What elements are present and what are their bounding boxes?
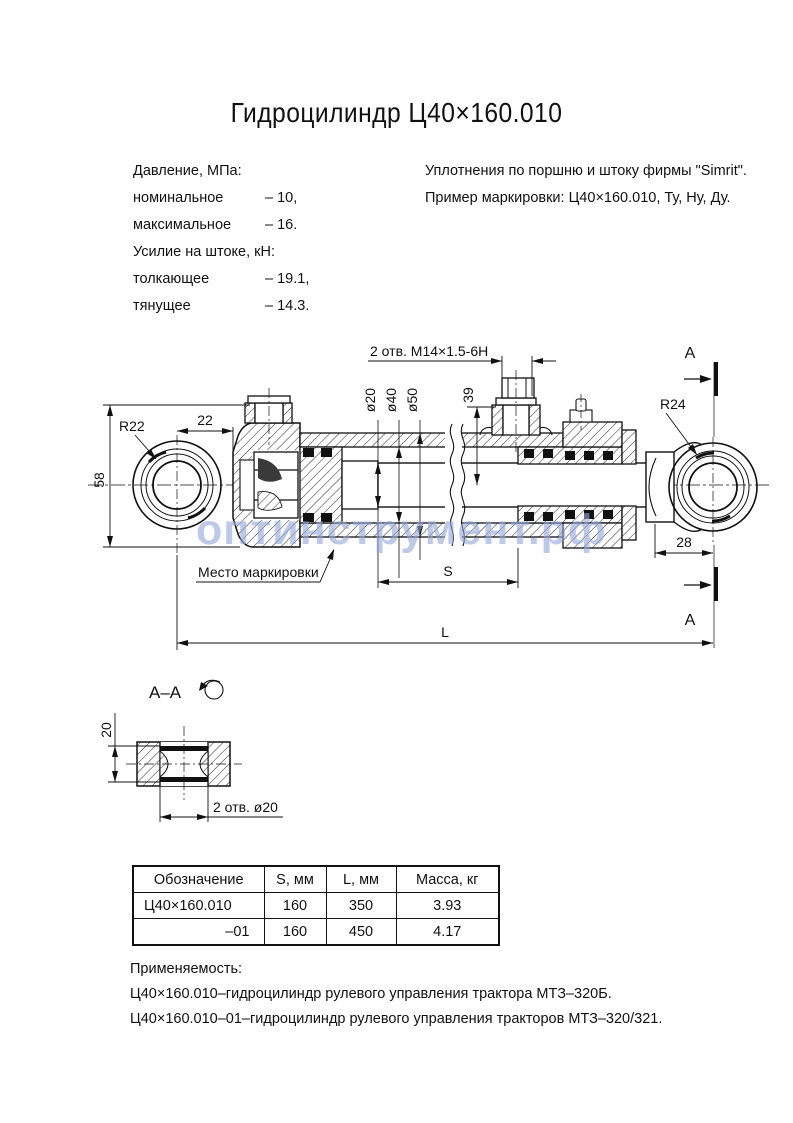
col-header-s: S, мм [264,866,326,893]
application-heading: Применяемость: [130,961,243,977]
dim-20: 20 [98,722,114,738]
gland-retainer [622,506,636,540]
dim-39: 39 [460,387,476,403]
table-row [133,919,499,946]
size-table [132,865,500,946]
dim-dia20: ø20 [362,387,378,413]
rotated-symbol [205,681,223,699]
seals-note-line2: Пример маркировки: Ц40×160.010, Ту, Ну, Ду. [425,190,731,206]
dim-dia40: ø40 [383,387,399,413]
port-plug [502,378,534,398]
page-title: Гидроцилиндр Ц40×160.010 [230,97,563,128]
dim-l: L [441,624,449,640]
seals-note-line1: Уплотнения по поршню и штоку фирмы "Simrit". [425,163,747,179]
rod-shoulder [342,461,378,509]
left-port-wall [245,403,255,423]
port-boss-wall [529,405,540,435]
dim-holes-eye: 2 отв. ø20 [213,799,278,815]
dim-s: S [443,563,453,579]
col-header-designation: Обозначение [133,866,264,893]
spec-value: – 10, [265,190,298,206]
application-line1: Ц40×160.010–гидроцилиндр рулевого управления трактора МТЗ–320Б. [130,986,612,1002]
tube-top-wall [300,433,448,447]
dim-holes-top: 2 отв. M14×1.5-6H [370,343,489,359]
force-heading: Усилие на штоке, кН: [133,244,275,260]
left-port-wall [283,403,292,423]
dim-58: 58 [91,472,107,488]
spec-value: – 19.1, [265,271,310,287]
cell-l: 350 [326,893,396,919]
gland-retainer [622,430,636,464]
section-letter-top: А [684,345,696,362]
pressure-heading: Давление, МПа: [133,163,242,179]
section-title: А–А [149,683,182,702]
cell-designation: Ц40×160.010 [133,893,264,919]
cell-l: 450 [326,919,396,946]
watermark: оптинструмент.рф [196,506,607,554]
spec-label: максимальное [133,217,232,233]
right-eye [669,437,757,545]
dim-r24: R24 [660,396,686,412]
spec-value: – 14.3. [265,298,310,314]
cell-mass: 4.17 [396,919,499,946]
port-boss-wall [492,405,503,435]
dim-22: 22 [197,412,213,428]
application-line2: Ц40×160.010–01–гидроцилиндр рулевого управления тракторов МТЗ–320/321. [130,1011,663,1027]
cell-s: 160 [264,893,326,919]
spec-value: – 16. [265,217,298,233]
col-header-l: L, мм [326,866,396,893]
section-letter-bottom: А [684,612,696,629]
col-header-mass: Масса, кг [396,866,499,893]
marking-note: Место маркировки [198,564,319,580]
gland-upper-block [563,422,622,447]
cell-s: 160 [264,919,326,946]
spec-label: номинальное [133,190,224,206]
cell-designation: –01 [133,919,264,946]
cell-mass: 3.93 [396,893,499,919]
washer [240,460,254,510]
piston-rod [378,463,648,507]
dim-28: 28 [676,534,692,550]
dim-dia50: ø50 [404,387,420,413]
spec-label: тянущее [133,298,191,314]
spec-label: толкающее [133,271,210,287]
section-view [98,680,283,822]
table-header-row [133,866,499,893]
table-row [133,893,499,919]
dim-r22: R22 [119,418,145,434]
